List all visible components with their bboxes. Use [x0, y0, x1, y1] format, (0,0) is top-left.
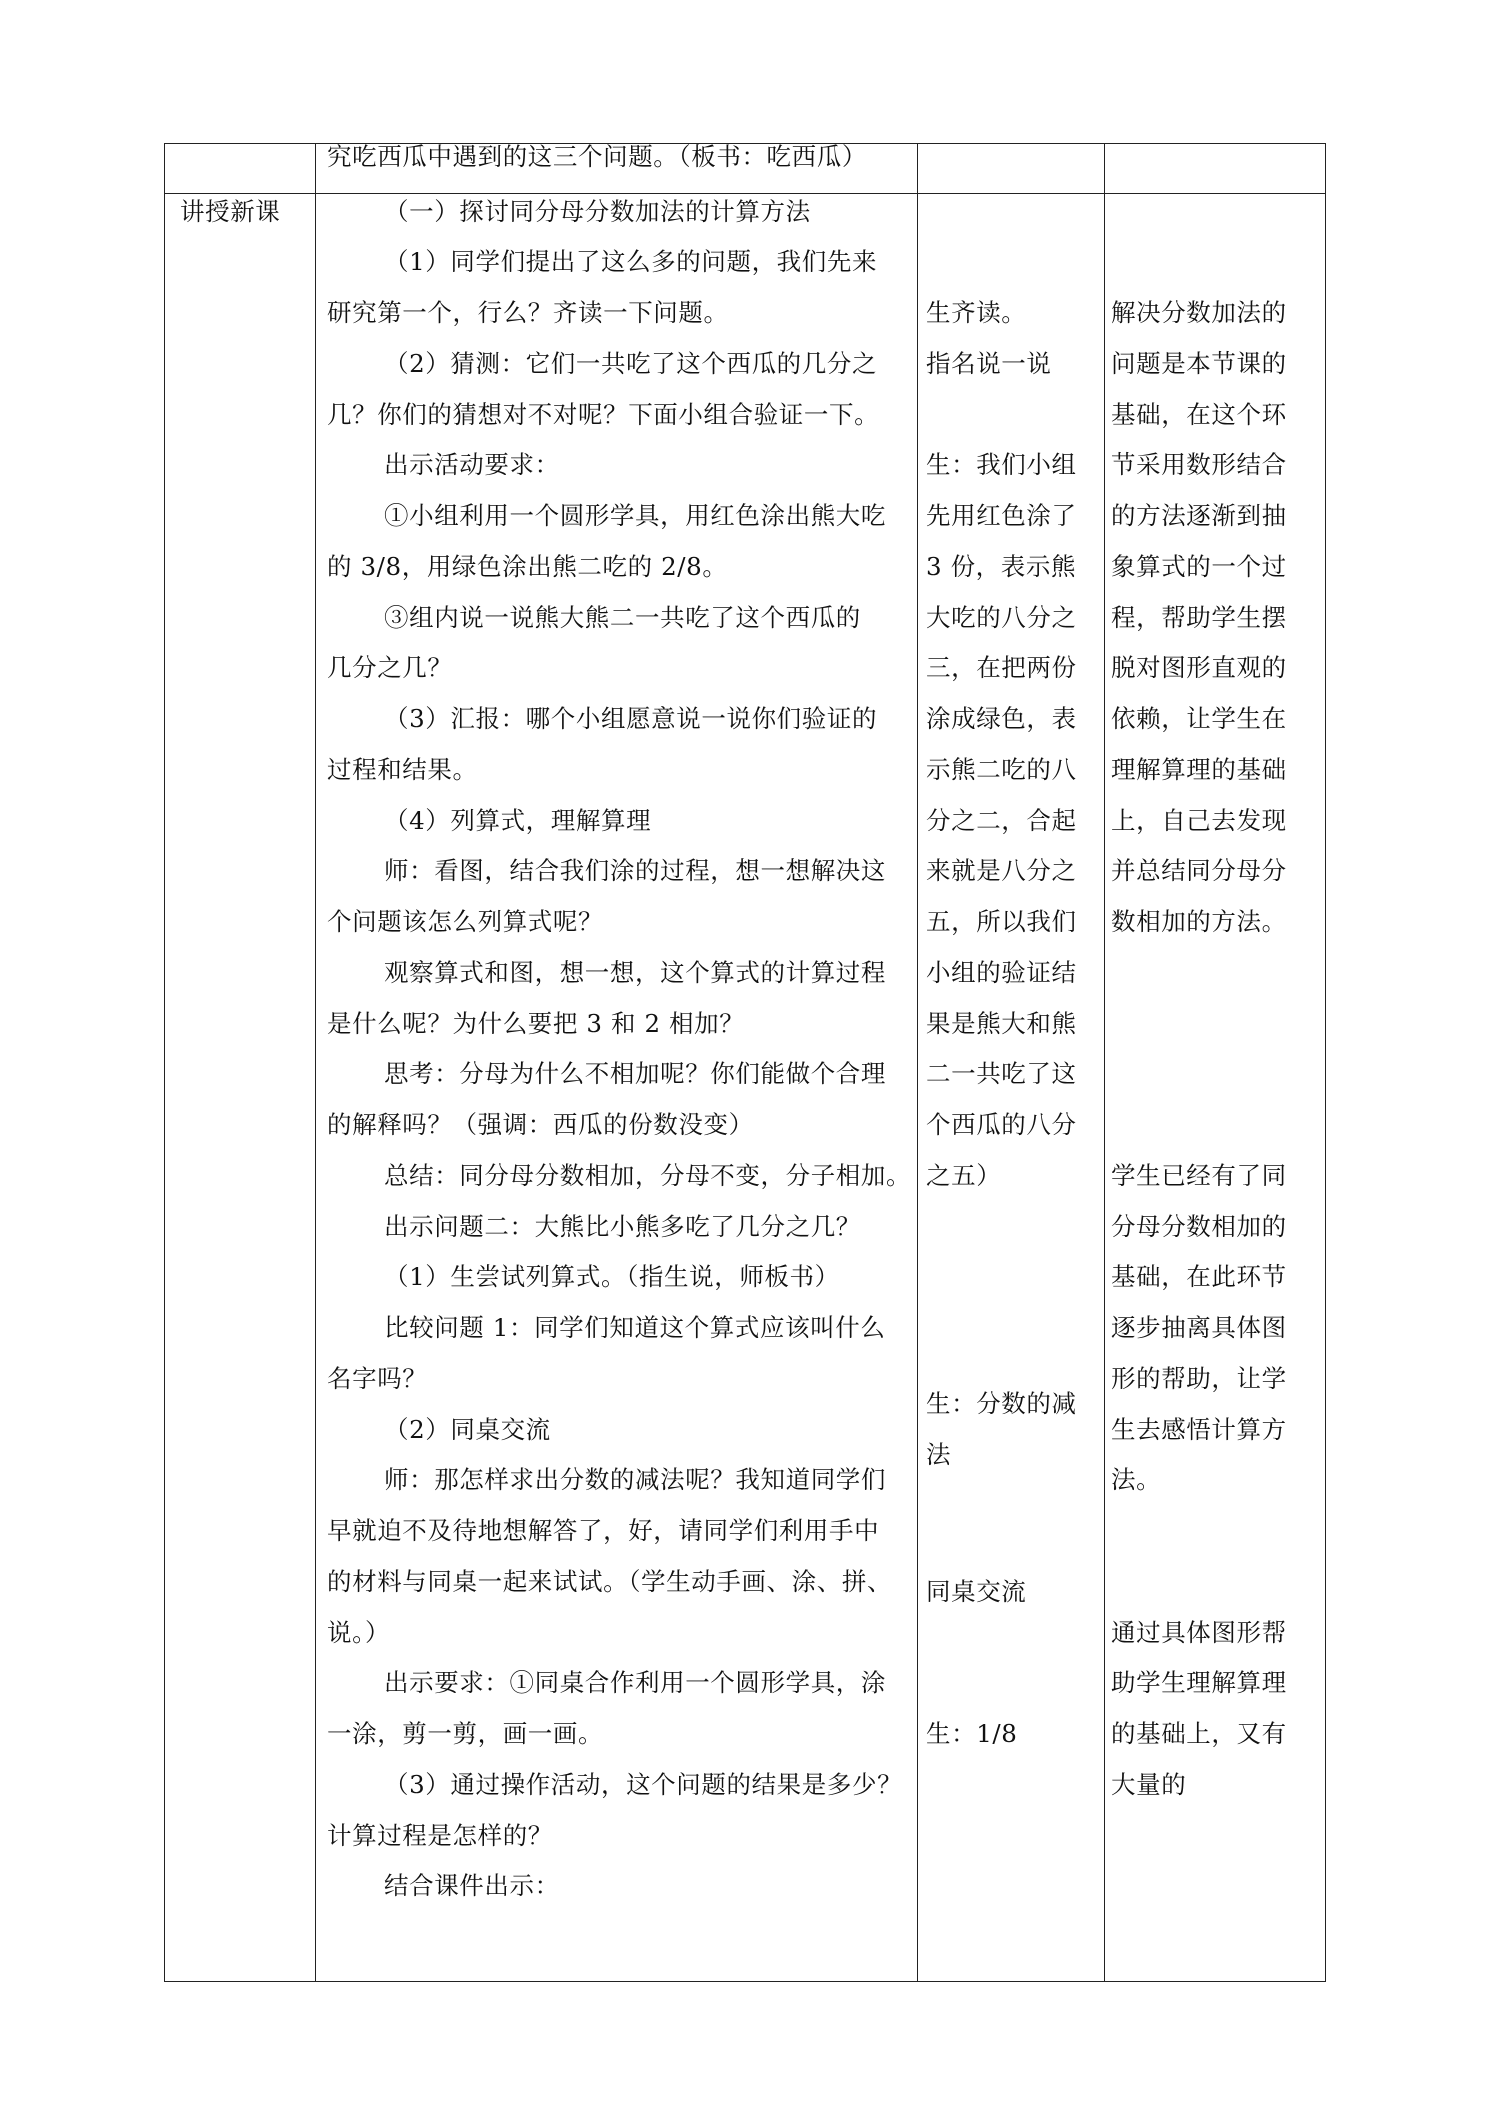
top-row-content: 究吃西瓜中遇到的这三个问题。（板书：吃西瓜）: [327, 142, 867, 171]
content-line: 的材料与同桌一起来试试。（学生动手画、涂、拼、: [327, 1567, 893, 1596]
student-line: 法: [926, 1440, 952, 1469]
content-line: （2）同桌交流: [384, 1415, 551, 1444]
content-line: 过程和结果。: [327, 755, 478, 784]
content-line: 出示要求：①同桌合作利用一个圆形学具，涂: [384, 1668, 886, 1697]
content-line: 一涂，剪一剪，画一画。: [327, 1719, 604, 1748]
content-line: 几？你们的猜想对不对呢？下面小组合验证一下。: [327, 400, 880, 429]
purpose-line: 数相加的方法。: [1111, 907, 1287, 936]
content-line: ①小组利用一个圆形学具，用红色涂出熊大吃: [384, 501, 886, 530]
content-line: （2）猜测：它们一共吃了这个西瓜的几分之: [384, 349, 878, 378]
content-line: 出示问题二：大熊比小熊多吃了几分之几？: [384, 1212, 861, 1241]
student-line: 先用红色涂了: [926, 501, 1077, 530]
content-line: 师：那怎样求出分数的减法呢？我知道同学们: [384, 1465, 886, 1494]
content-line: 的 3/8，用绿色涂出熊二吃的 2/8。: [327, 552, 728, 581]
content-line: 出示活动要求：: [384, 450, 560, 479]
content-line: 的解释吗？（强调：西瓜的份数没变）: [327, 1110, 754, 1139]
table-border-bottom: [164, 1981, 1326, 1982]
purpose-line: 象算式的一个过: [1111, 552, 1287, 581]
table-col-divider: [917, 143, 918, 1982]
stage-label: 讲授新课: [180, 197, 281, 226]
table-border-left: [164, 143, 165, 1982]
content-line: 总结：同分母分数相加，分母不变，分子相加。: [384, 1161, 912, 1190]
purpose-line: 基础，在此环节: [1111, 1262, 1287, 1291]
purpose-line: 理解算理的基础: [1111, 755, 1287, 784]
student-line: 3 份，表示熊: [926, 552, 1077, 581]
student-line: 二一共吃了这: [926, 1059, 1077, 1088]
student-line: 指名说一说: [926, 349, 1052, 378]
student-line: 个西瓜的八分: [926, 1110, 1077, 1139]
purpose-line: 依赖，让学生在: [1111, 704, 1287, 733]
content-line: （3）通过操作活动，这个问题的结果是多少？: [384, 1770, 903, 1799]
student-line: 涂成绿色，表: [926, 704, 1077, 733]
content-line: ③组内说一说熊大熊二一共吃了这个西瓜的: [384, 603, 861, 632]
content-line: 观察算式和图，想一想，这个算式的计算过程: [384, 958, 886, 987]
content-line: 计算过程是怎样的？: [327, 1821, 553, 1850]
content-line: 结合课件出示：: [384, 1871, 560, 1900]
student-line: 小组的验证结: [926, 958, 1077, 987]
purpose-line: 上，自己去发现: [1111, 806, 1287, 835]
student-line: 生：我们小组: [926, 450, 1077, 479]
content-line: 研究第一个，行么？齐读一下问题。: [327, 298, 729, 327]
purpose-line: 的基础上，又有: [1111, 1719, 1287, 1748]
student-line: 生：1/8: [926, 1719, 1018, 1748]
table-border-right: [1325, 143, 1326, 1982]
content-line: 早就迫不及待地想解答了，好，请同学们利用手中: [327, 1516, 880, 1545]
table-col-divider: [1104, 143, 1105, 1982]
purpose-line: 助学生理解算理: [1111, 1668, 1287, 1697]
content-line: 名字吗？: [327, 1364, 428, 1393]
content-line: （3）汇报：哪个小组愿意说一说你们验证的: [384, 704, 878, 733]
student-line: 示熊二吃的八: [926, 755, 1077, 784]
student-line: 三，在把两份: [926, 653, 1077, 682]
table-row-divider: [164, 193, 1326, 194]
purpose-line: 学生已经有了同: [1111, 1161, 1287, 1190]
purpose-line: 的方法逐渐到抽: [1111, 501, 1287, 530]
student-line: 同桌交流: [926, 1577, 1027, 1606]
content-line: （1）同学们提出了这么多的问题，我们先来: [384, 247, 878, 276]
content-line: 比较问题 1：同学们知道这个算式应该叫什么: [384, 1313, 886, 1342]
content-line: 个问题该怎么列算式呢？: [327, 907, 604, 936]
student-line: 生：分数的减: [926, 1389, 1077, 1418]
student-line: 果是熊大和熊: [926, 1009, 1077, 1038]
content-line: 是什么呢？为什么要把 3 和 2 相加？: [327, 1009, 745, 1038]
student-line: 之五）: [926, 1161, 1002, 1190]
purpose-line: 通过具体图形帮: [1111, 1618, 1287, 1647]
student-line: 来就是八分之: [926, 856, 1077, 885]
content-line: 说。）: [327, 1618, 391, 1647]
purpose-line: 分母分数相加的: [1111, 1212, 1287, 1241]
purpose-line: 解决分数加法的: [1111, 298, 1287, 327]
purpose-line: 形的帮助，让学: [1111, 1364, 1287, 1393]
student-line: 大吃的八分之: [926, 603, 1077, 632]
purpose-line: 大量的: [1111, 1770, 1187, 1799]
content-line: （4）列算式，理解算理: [384, 806, 652, 835]
student-line: 五，所以我们: [926, 907, 1077, 936]
student-line: 分之二，合起: [926, 806, 1077, 835]
purpose-line: 节采用数形结合: [1111, 450, 1287, 479]
purpose-line: 生去感悟计算方: [1111, 1415, 1287, 1444]
purpose-line: 问题是本节课的: [1111, 349, 1287, 378]
purpose-line: 法。: [1111, 1465, 1162, 1494]
student-line: 生齐读。: [926, 298, 1027, 327]
purpose-line: 程，帮助学生摆: [1111, 603, 1287, 632]
purpose-line: 并总结同分母分: [1111, 856, 1287, 885]
table-col-divider: [315, 143, 316, 1982]
content-line: 几分之几？: [327, 653, 453, 682]
content-line: 思考：分母为什么不相加呢？你们能做个合理: [384, 1059, 886, 1088]
purpose-line: 基础，在这个环: [1111, 400, 1287, 429]
content-line: （1）生尝试列算式。（指生说，师板书）: [384, 1262, 840, 1291]
content-line: （一）探讨同分母分数加法的计算方法: [384, 197, 811, 226]
purpose-line: 脱对图形直观的: [1111, 653, 1287, 682]
purpose-line: 逐步抽离具体图: [1111, 1313, 1287, 1342]
content-line: 师：看图，结合我们涂的过程，想一想解决这: [384, 856, 886, 885]
